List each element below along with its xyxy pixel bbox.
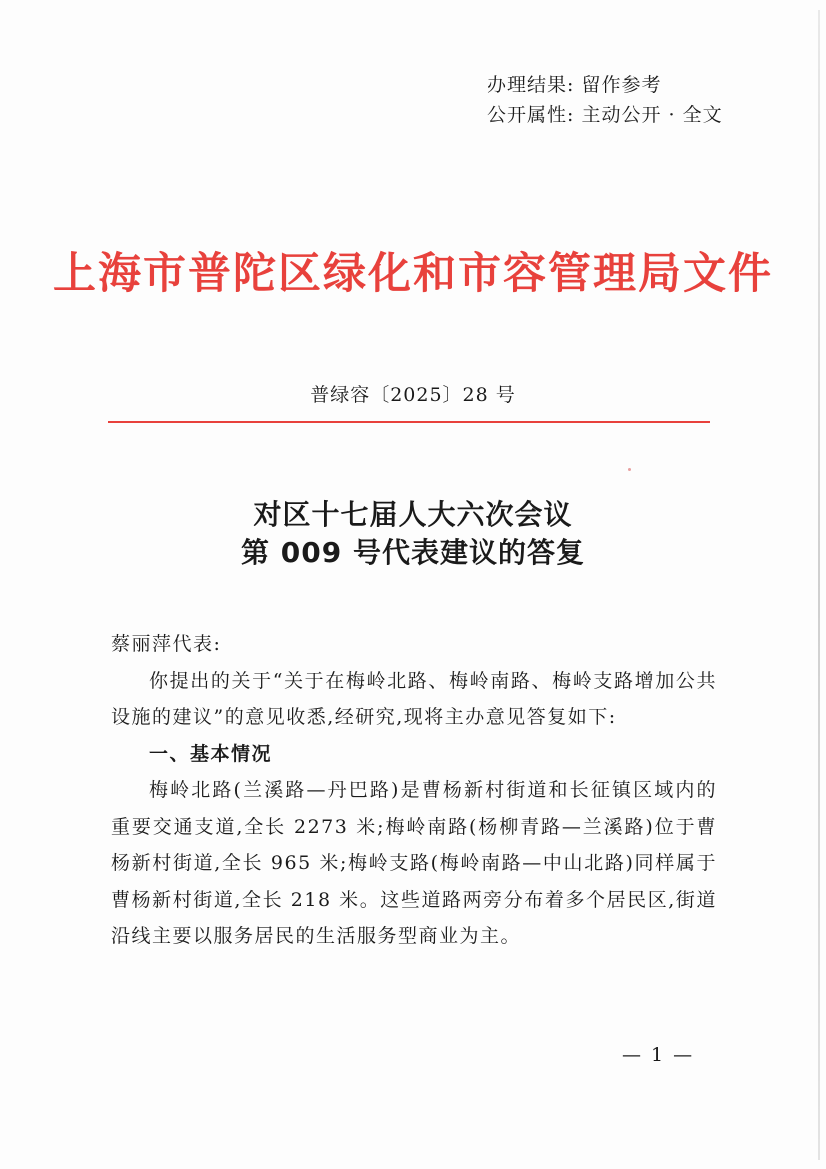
disclosure-row xyxy=(487,100,723,130)
handling-result-label: 办理结果: xyxy=(487,74,575,96)
disclosure-value: 主动公开 · 全文 xyxy=(581,104,723,126)
disclosure-label: 公开属性: xyxy=(487,104,575,126)
salutation: 蔡丽萍代表: xyxy=(111,633,222,655)
document-number: 普绿容〔2025〕28 号 xyxy=(310,384,516,406)
scan-speck xyxy=(628,468,631,471)
document-body xyxy=(111,626,717,955)
document-title xyxy=(0,496,826,572)
title-line-1: 对区十七届人大六次会议 xyxy=(253,498,573,531)
handling-result-value: 留作参考 xyxy=(581,74,662,96)
intro-paragraph: 你提出的关于“关于在梅岭北路、梅岭南路、梅岭支路增加公共设施的建议”的意见收悉,经研究,现将主办意见答复如下: xyxy=(111,669,717,728)
title-line-2: 第 009 号代表建议的答复 xyxy=(241,536,585,569)
document-meta xyxy=(487,70,723,130)
handling-result-row xyxy=(487,70,723,100)
red-divider xyxy=(108,421,710,423)
page-number: — 1 — xyxy=(622,1044,695,1066)
section-heading: 一、基本情况 xyxy=(149,742,273,765)
section-paragraph: 梅岭北路(兰溪路—丹巴路)是曹杨新村街道和长征镇区域内的重要交通支道,全长 2273 米;梅岭南路(杨柳青路—兰溪路)位于曹杨新村街道,全长 965 米;梅岭支路(梅岭南路—中山北路)同样属于曹杨新村街道,全长 218 米。这些道路两旁分布着多个居民区,街道沿线主要以服务居民的生活服务型商业为主。 xyxy=(111,779,717,947)
issuer-heading: 上海市普陀区绿化和市容管理局文件 xyxy=(53,249,773,299)
scan-edge xyxy=(818,10,820,1160)
